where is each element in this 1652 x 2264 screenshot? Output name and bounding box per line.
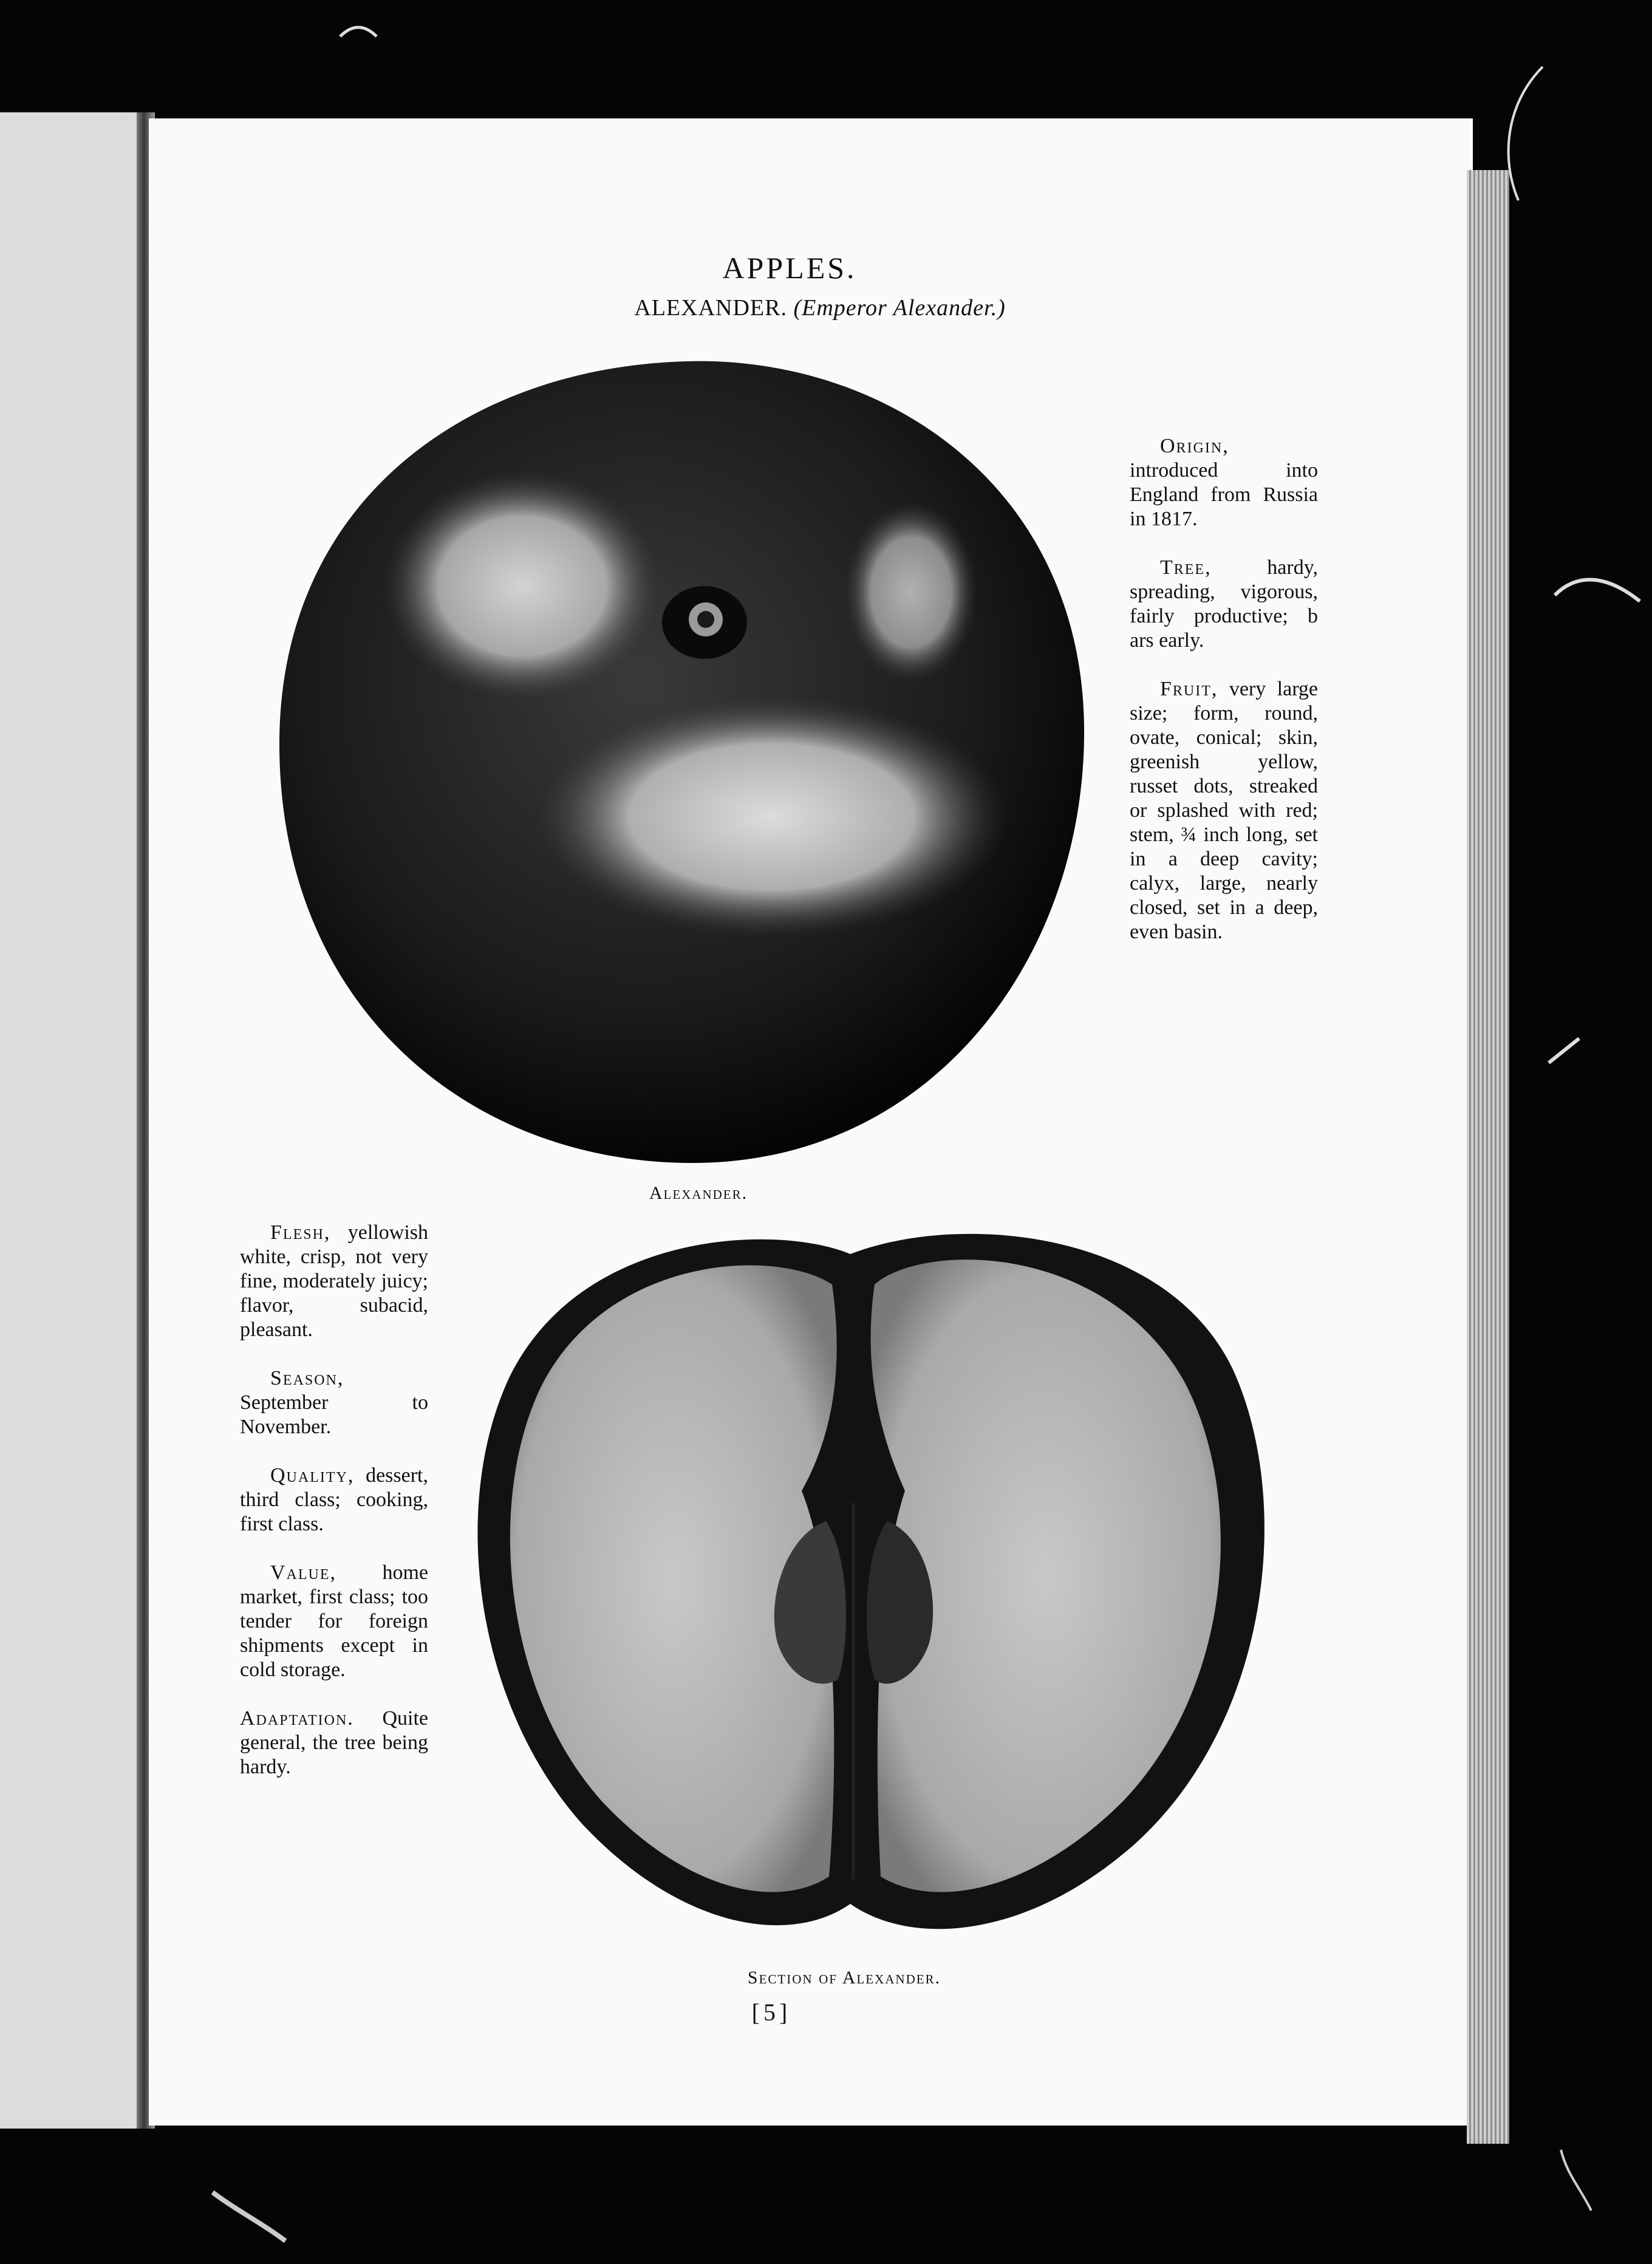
origin-label: Origin, — [1160, 435, 1229, 457]
section-photo-caption: Section of Alexander. — [747, 1968, 941, 1988]
fruit-text: very large size; form, round, ovate, conical; skin, greenish yellow, russet dots, streaked or splashed with red; stem, ¾ inch long, set in a deep cavity; calyx, large, nearly closed, set in a deep, even basin. — [1130, 678, 1318, 943]
value-text: home market, first class; too tender for foreign shipments except in cold storage. — [240, 1561, 428, 1681]
season-label: Season, — [270, 1367, 344, 1389]
page-number: [5] — [751, 1999, 791, 2026]
fruit-label: Fruit, — [1160, 678, 1218, 700]
quality-label: Quality, — [270, 1464, 355, 1487]
flesh-label: Flesh, — [270, 1221, 331, 1244]
tree-text: hardy, spreading, vigorous, fairly productive; b ars early. — [1130, 556, 1318, 652]
page-title: APPLES. — [722, 251, 857, 285]
variety-synonym: (Emperor Alexander.) — [793, 295, 1006, 321]
quality-text: dessert, third class; cooking, first class. — [240, 1464, 428, 1535]
apple-photo-caption: Alexander. — [649, 1183, 748, 1203]
adaptation-text: Quite general, the tree being hardy. — [240, 1707, 428, 1778]
origin-text: introduced into England from Russia in 1817. — [1130, 459, 1318, 530]
adaptation-label: Adaptation. — [240, 1707, 354, 1730]
variety-name: ALEXANDER. — [634, 295, 787, 321]
value-label: Value, — [270, 1561, 337, 1584]
flesh-text: yellowish white, crisp, not very fine, moderately juicy; flavor, subacid, pleasant. — [240, 1221, 428, 1341]
tree-label: Tree, — [1160, 556, 1212, 579]
season-text: September to November. — [240, 1391, 428, 1438]
